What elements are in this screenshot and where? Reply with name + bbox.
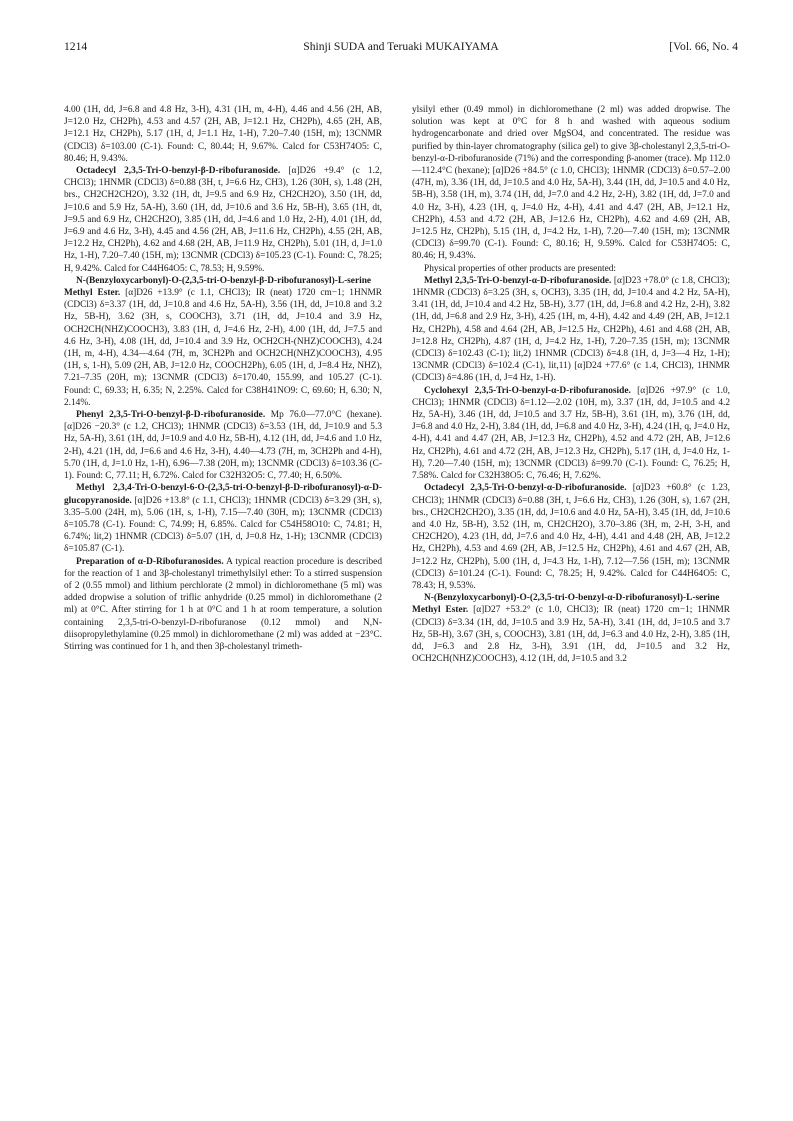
paragraph-text: Physical properties of other products are presented: bbox=[424, 263, 617, 274]
page-number: 1214 bbox=[64, 40, 88, 53]
compound-heading: Octadecyl 2,3,5-Tri-O-benzyl-β-D-ribofuranoside. bbox=[76, 166, 281, 177]
paragraph bbox=[412, 263, 730, 275]
compound-heading: Methyl 2,3,4-Tri-O-benzyl-6-O-(2,3,5-tri-O-benzyl-β-D-ribofuranosyl)-α-D-glucopyranoside. bbox=[64, 483, 382, 506]
paragraph-text: [α]D23 +60.8° (c 1.23, CHCl3); 1HNMR (CDCl3) δ=0.88 (3H, t, J=6.6 Hz, CH3), 1.26 (30H, s), 1.67 (2H, brs., CH2CH2CH2O), 3.35 (1H, dd, J=10.6 and 4.0 Hz, 5A-H), 3.45 (1H, dd, J=10.6 and 4.0 Hz, 5B-H), 3.52 (1H, m, CH2CH2O), 3.70–3.86 (3H, m, 2-H, 3-H, and CH2CH2O), 4.23 (1H, dd, J=7.6 and 4.0 Hz, 4-H), 4.41 and 4.48 (2H, AB, J=12.2 Hz, CH2Ph), 4.53 and 4.69 (2H, AB, J=12.5 Hz, CH2Ph), 4.61 and 4.67 (2H, AB, J=12.2 Hz, CH2Ph), 5.00 (1H, d, J=4.3 Hz, 1-H), 7.12—7.56 (15H, m); 13CNMR (CDCl3) δ=101.24 (C-1). Found: C, 78.25; H, 9.42%. Calcd for C44H64O5: C, 78.43; H, 9.53%. bbox=[412, 483, 731, 591]
left-column bbox=[64, 104, 382, 653]
paragraph-text: A typical reaction procedure is described for the reaction of 1 and 3β-cholestanyl trimethylsilyl ether: To a stirred suspension of 2 (0.55 mmol) and lithium perchlorate (2 mmol) in dichloromethane (5 ml) was added dropwise a solution of triflic anhydride (0.25 mmol) in dichloromethane (2 ml) at 0°C. After stirring for 1 h at 0°C and 1 h at room temperature, a solution containing 2,3,5-tri-O-benzyl-D-ribofuranose (0.12 mmol) and N,N-diisopropylethylamine (0.25 mmol) in dichloromethane (2 ml) was added at −23°C. Stirring was continued for 1 h, and then 3β-cholestanyl trimeth- bbox=[64, 556, 382, 652]
compound-heading: Octadecyl 2,3,5-Tri-O-benzyl-α-D-ribofuranoside. bbox=[424, 483, 627, 494]
paragraph bbox=[64, 556, 382, 654]
paragraph bbox=[64, 482, 382, 555]
paragraph bbox=[412, 592, 730, 665]
paragraph bbox=[412, 482, 730, 592]
paragraph bbox=[64, 104, 382, 165]
paragraph-text: [α]D23 +78.0° (c 1.8, CHCl3); 1HNMR (CDCl3) δ=3.25 (3H, s, OCH3), 3.35 (1H, dd, J=10.4 and 4.2 Hz, 5A-H), 3.41 (1H, dd, J=10.4 and 4.2 Hz, 5B-H), 3.77 (1H, dd, J=6.8 and 4.2 Hz, 2-H), 3.82 (1H, dd, J=6.8 and 2.9 Hz, 3-H), 4.25 (1H, m, 4-H), 4.42 and 4.49 (2H, AB, J=12.1 Hz, CH2Ph), 4.58 and 4.64 (2H, AB, J=12.5 Hz, CH2Ph), 4.61 and 4.68 (2H, AB, J=12.8 Hz, CH2Ph), 4.87 (1H, d, J=4.2 Hz, 1-H), 7.20–7.35 (15H, m); 13CNMR (CDCl3) δ=102.43 (C-1); lit,2) 1HNMR (CDCl3) δ=4.8 (1H, d, J=3—4 Hz, 1-H); 13CNMR (CDCl3) δ=102.4 (C-1), lit,11) [α]D24 +77.6° (c 1.4, CHCl3), 1HNMR (CDCl3) δ=4.86 (1H, d, J=4 Hz, 1-H). bbox=[412, 275, 730, 384]
volume-issue: [Vol. 66, No. 4 bbox=[669, 40, 738, 53]
compound-heading: Methyl 2,3,5-Tri-O-benzyl-α-D-ribofuranoside. bbox=[424, 275, 612, 286]
paragraph bbox=[64, 409, 382, 482]
paragraph bbox=[64, 275, 382, 409]
compound-heading: Preparation of α-D-Ribofuranosides. bbox=[76, 556, 224, 567]
running-header bbox=[64, 40, 738, 60]
compound-heading: Cyclohexyl 2,3,5-Tri-O-benzyl-α-D-ribofuranoside. bbox=[424, 385, 631, 396]
compound-heading: N-(Benzyloxycarbonyl)-O-(2,3,5-tri-O-benzyl-α-D-ribofuranosyl)-L-serine Methyl Ester. bbox=[412, 593, 720, 616]
paragraph-text: [α]D26 +97.9° (c 1.0, CHCl3); 1HNMR (CDCl3) δ=1.12—2.02 (10H, m), 3.37 (1H, dd, J=10.5 and 4.2 Hz, 5A-H), 3.46 (1H, dd, J=10.5 and 3.7 Hz, 5B-H), 3.61 (1H, m), 3.76 (1H, dd, J=6.8 and 4.0 Hz, 2-H), 3.84 (1H, dd, J=6.8 and 4.0 Hz, 3-H), 4.24 (1H, q, J=4.0 Hz, 4-H), 4.41 and 4.47 (2H, AB, J=12.3 Hz, CH2Ph), 4.52 and 4.72 (2H, AB, J=12.6 Hz, CH2Ph), 4.61 and 4.72 (2H, AB, J=12.3 Hz, CH2Ph), 5.17 (1H, d, J=4.0 Hz, 1-H), 7.20—7.40 (15H, m); 13CNMR (CDCl3) δ=99.70 (C-1). Found: C, 76.25; H, 7.58%. Calcd for C32H38O5: C, 76.46; H, 7.62%. bbox=[412, 385, 730, 482]
paragraph-text: [α]D27 +53.2° (c 1.0, CHCl3); IR (neat) 1720 cm−1; 1HNMR (CDCl3) δ=3.34 (1H, dd, J=10.5 and 3.9 Hz, 5A-H), 3.41 (1H, dd, J=10.5 and 3.7 Hz, 5B-H), 3.67 (3H, s, COOCH3), 3.81 (1H, dd, J=6.3 and 4.0 Hz, 2-H), 3.85 (1H, dd, J=6.3 and 2.8 Hz, 3-H), 3.91 (1H, dd, J=10.5 and 3.2 Hz, OCH2CH(NHZ)COOCH3), 4.12 (1H, dd, J=10.5 and 3.2 bbox=[412, 605, 730, 665]
paragraph-text: Mp 76.0—77.0°C (hexane). [α]D26 −20.3° (c 1.2, CHCl3); 1HNMR (CDCl3) δ=3.53 (1H, dd, J=10.9 and 5.3 Hz, 5A-H), 3.61 (1H, dd, J=10.9 and 4.0 Hz, 5B-H), 4.12 (1H, dd, J=4.6 and 1.0 Hz, 2-H), 4.21 (1H, dd, J=6.6 and 4.6 Hz, 3-H), 4.40—4.73 (7H, m, 3CH2Ph and 4-H), 5.70 (1H, d, J=1.0 Hz, 1-H), 6.96—7.38 (20H, m); 13CNMR (CDCl3) δ=103.36 (C-1). Found: C, 77.11; H, 6.72%. Calcd for C32H32O5: C, 77.40; H, 6.50%. bbox=[64, 410, 382, 482]
paragraph bbox=[412, 275, 730, 385]
paragraph-text: [α]D26 +9.4° (c 1.2, CHCl3); 1HNMR (CDCl3) δ=0.88 (3H, t, J=6.6 Hz, CH3), 1.26 (30H, s), 1.48 (2H, brs., CH2CH2CH2O), 3.32 (1H, dt, J=9.5 and 6.9 Hz, CH2CH2O), 3.50 (1H, dd, J=10.6 and 5.9 Hz, 5A-H), 3.60 (1H, dd, J=10.6 and 3.6 Hz, 5B-H), 3.65 (1H, dt, J=9.5 and 6.9 Hz, CH2CH2O), 3.85 (1H, dd, J=4.6 and 1.0 Hz, 2-H), 4.01 (1H, dd, J=6.9 and 4.6 Hz, 3-H), 4.45 and 4.56 (2H, AB, J=11.6 Hz, CH2Ph), 4.55 (2H, AB, J=12.2 Hz, CH2Ph), 4.62 and 4.68 (2H, AB, J=11.9 Hz, CH2Ph), 5.01 (1H, d, J=1.0 Hz, 1-H), 7.20–7.40 (15H, m); 13CNMR (CDCl3) δ=105.23 (C-1). Found: C, 78.25; H, 9.42%. Calcd for C44H64O5: C, 78.53; H, 9.59%. bbox=[64, 166, 382, 274]
paragraph-text: 4.00 (1H, dd, J=6.8 and 4.8 Hz, 3-H), 4.31 (1H, m, 4-H), 4.46 and 4.56 (2H, AB, J=12.0 Hz, CH2Ph), 4.53 and 4.57 (2H, AB, J=12.1 Hz, CH2Ph), 4.65 (2H, AB, J=12.1 Hz, CH2Ph), 5.17 (1H, d, J=1.1 Hz, 1-H), 7.20–7.40 (15H, m); 13CNMR (CDCl3) δ=103.00 (C-1). Found: C, 80.44; H, 9.67%. Calcd for C53H74O5: C, 80.46; H, 9.43%. bbox=[64, 105, 382, 164]
compound-heading: N-(Benzyloxycarbonyl)-O-(2,3,5-tri-O-benzyl-β-D-ribofuranosyl)-L-serine Methyl Ester. bbox=[64, 275, 372, 299]
paragraph-text: [α]D26 +13.9° (c 1.1, CHCl3); IR (neat) 1720 cm−1; 1HNMR (CDCl3) δ=3.37 (1H, dd, J=10.8 and 4.6 Hz, 5A-H), 3.56 (1H, dd, J=10.8 and 3.2 Hz, 5B-H), 3.62 (3H, s, COOCH3), 3.71 (1H, dd, J=10.4 and 3.9 Hz, OCH2CH(NHZ)COOCH3), 3.83 (1H, d, J=4.6 Hz, 2-H), 4.00 (1H, dd, J=7.5 and 4.6 Hz, 3-H), 4.08 (1H, dd, J=10.4 and 3.9 Hz, OCH2CH-(NHZ)COOCH3), 4.24 (1H, m, 4-H), 4.34—4.64 (7H, m, 3CH2Ph and OCH2CH(NHZ)COOCH3), 4.95 (1H, s, 1-H), 5.09 (2H, AB, J=12.0 Hz, COOCH2Ph), 6.05 (1H, d, J=8.4 Hz, NHZ), 7.21–7.35 (20H, m); 13CNMR (CDCl3) δ=170.40, 155.99, and 105.27 (C-1). Found: C, 69.33; H, 6.35; N, 2.25%. Calcd for C38H41NO9: C, 69.60; H, 6.30; N, 2.14%. bbox=[64, 288, 382, 408]
paragraph bbox=[412, 385, 730, 483]
running-title: Shinji SUDA and Teruaki MUKAIYAMA bbox=[303, 40, 499, 53]
paragraph-text: [α]D26 +13.8° (c 1.1, CHCl3); 1HNMR (CDCl3) δ=3.29 (3H, s), 3.35–5.00 (24H, m), 5.06 (1H, s, 1-H), 7.15—7.40 (30H, m); 13CNMR (CDCl3) δ=105.78 (C-1). Found: C, 74.99; H, 6.85%. Calcd for C54H58O10: C, 74.81; H, 6.74%; lit,2) 1HNMR (CDCl3) δ=5.07 (1H, d, J=0.8 Hz, 1-H); 13CNMR (CDCl3) δ=105.87 (C-1). bbox=[64, 495, 382, 555]
paragraph-text: ylsilyl ether (0.49 mmol) in dichloromethane (2 ml) was added dropwise. The solution was kept at 0°C for 8 h and washed with aqueous sodium hydrogencarbonate and dried over MgSO4, and concentrated. The residue was purified by thin-layer chromatography (silica gel) to give 3β-cholestanyl 2,3,5-tri-O-benzyl-α-D-ribofuranoside (71%) and the corresponding β-anomer (trace). Mp 112.0—112.4°C (hexane); [α]D26 +84.5° (c 1.0, CHCl3); 1HNMR (CDCl3) δ=0.57–2.00 (47H, m), 3.36 (1H, dd, J=10.5 and 4.0 Hz, 5A-H), 3.44 (1H, dd, J=10.5 and 4.0 Hz, 5B-H), 3.58 (1H, m), 3.74 (1H, dd, J=7.0 and 4.2 Hz, 2-H), 3.82 (1H, dd, J=7.0 and 4.0 Hz, 3-H), 4.23 (1H, q, J=4.0 Hz, 4-H), 4.41 and 4.47 (2H, AB, J=12.1 Hz, CH2Ph), 4.53 and 4.72 (2H, AB, J=12.6 Hz, CH2Ph), 4.62 and 4.69 (2H, AB, J=12.5 Hz, CH2Ph), 5.15 (1H, d, J=4.2 Hz, 1-H), 7.20—7.40 (15H, m); 13CNMR (CDCl3) δ=99.70 (C-1). Found: C, 80.16; H, 9.59%. Calcd for C53H74O5: C, 80.46; H, 9.43%. bbox=[412, 105, 730, 262]
paragraph bbox=[412, 104, 730, 263]
paragraph bbox=[64, 165, 382, 275]
compound-heading: Phenyl 2,3,5-Tri-O-benzyl-β-D-ribofuranoside. bbox=[76, 410, 266, 421]
right-column bbox=[412, 104, 730, 665]
